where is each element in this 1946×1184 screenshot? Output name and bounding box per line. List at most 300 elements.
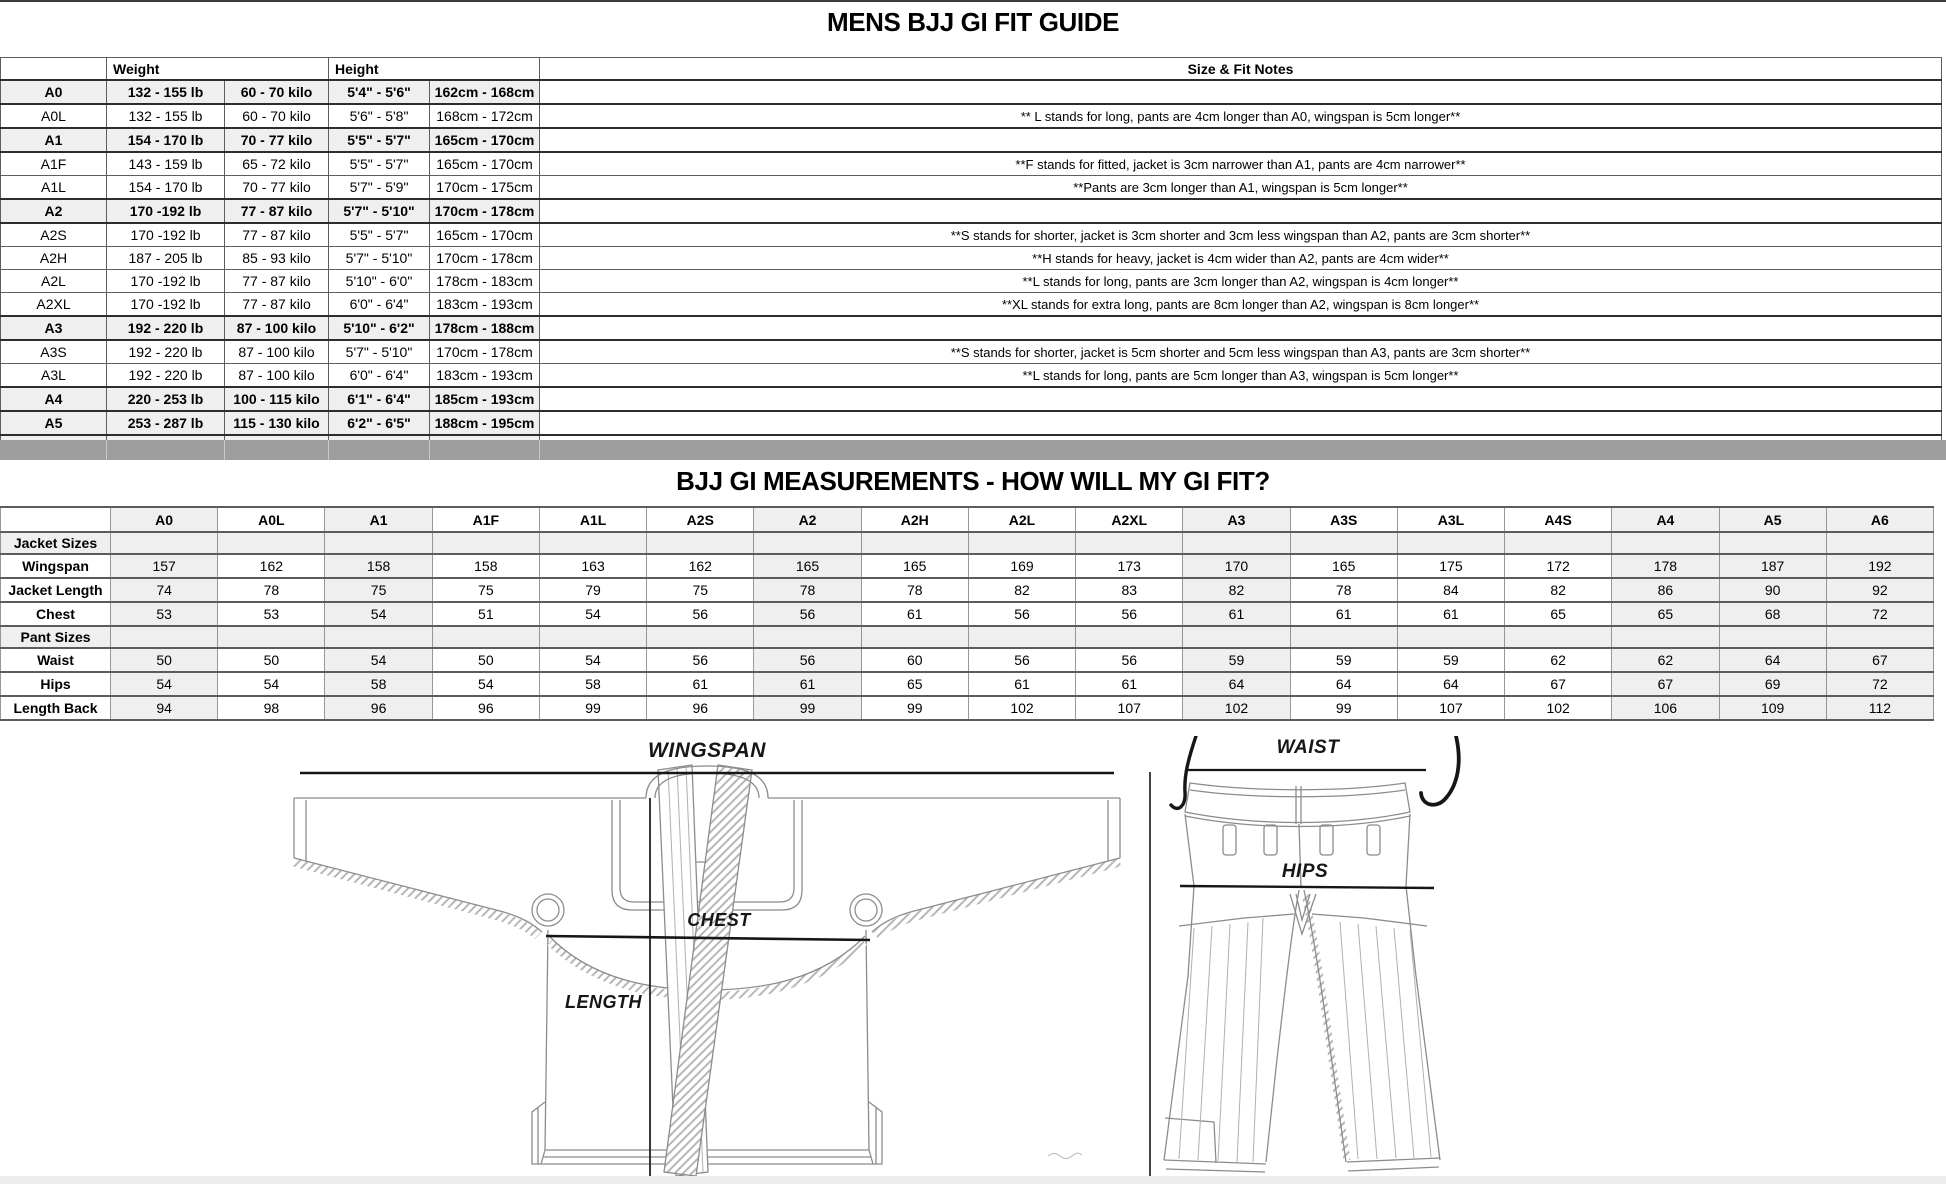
fit-A3-height-cm: 178cm - 188cm <box>430 316 540 340</box>
measure-cell-A1L: 54 <box>539 602 646 626</box>
measure-cell-A1: 75 <box>325 578 432 602</box>
measure-col-header-A1L: A1L <box>539 507 646 532</box>
measure-cell-A3L: 61 <box>1397 602 1504 626</box>
section-cell-A3 <box>1183 626 1290 648</box>
fit-A0L-size: A0L <box>1 104 107 128</box>
measure-cell-A1L: 163 <box>539 554 646 578</box>
fit-A2L-height-cm: 178cm - 183cm <box>430 270 540 293</box>
section-cell-A2S <box>647 532 754 554</box>
hips-line <box>1180 886 1434 888</box>
fit-A2L-height-ft: 5'10" - 6'0" <box>329 270 430 293</box>
length-label: LENGTH <box>565 992 642 1012</box>
fit-A3-note <box>540 316 1942 340</box>
hips-label: HIPS <box>1281 861 1329 882</box>
gi-jacket-diagram <box>292 740 1122 1180</box>
measure-cell-A2XL: 173 <box>1076 554 1183 578</box>
fit-guide-row-A1 <box>1 128 1942 152</box>
measure-cell-A2XL: 61 <box>1076 672 1183 696</box>
section-cell-A6 <box>1826 532 1933 554</box>
measure-cell-A5: 69 <box>1719 672 1826 696</box>
fit-A0L-weight-lb: 132 - 155 lb <box>107 104 225 128</box>
measure-cell-A0L: 98 <box>218 696 325 720</box>
fit-A0L-note: ** L stands for long, pants are 4cm longer than A0, wingspan is 5cm longer** <box>540 104 1942 128</box>
measure-cell-A3L: 64 <box>1397 672 1504 696</box>
measure-cell-A0: 94 <box>111 696 218 720</box>
measure-cell-A1F: 158 <box>432 554 539 578</box>
measure-row-jacket-length <box>1 578 1934 602</box>
section-cell-A2L <box>968 626 1075 648</box>
measure-cell-A6: 112 <box>1826 696 1933 720</box>
measure-cell-A6: 192 <box>1826 554 1933 578</box>
measure-col-header-A3: A3 <box>1183 507 1290 532</box>
measure-cell-A6: 72 <box>1826 602 1933 626</box>
measure-cell-A2L: 102 <box>968 696 1075 720</box>
measure-cell-A0: 74 <box>111 578 218 602</box>
fit-A1-note <box>540 128 1942 152</box>
measure-cell-A0L: 162 <box>218 554 325 578</box>
measure-cell-A5: 90 <box>1719 578 1826 602</box>
measure-cell-A1L: 58 <box>539 672 646 696</box>
fit-A2-weight-kilo: 77 - 87 kilo <box>225 199 329 223</box>
measure-cell-A4S: 65 <box>1505 602 1612 626</box>
fit-A3S-height-cm: 170cm - 178cm <box>430 340 540 364</box>
fit-A3-height-ft: 5'10" - 6'2" <box>329 316 430 340</box>
fit-A2-note <box>540 199 1942 223</box>
jacket-lapels <box>646 765 768 1176</box>
fit-guide-row-A3L <box>1 364 1942 388</box>
measure-cell-A4S: 62 <box>1505 648 1612 672</box>
fit-A3L-height-ft: 6'0" - 6'4" <box>329 364 430 388</box>
fit-A0-note <box>540 80 1942 104</box>
measure-cell-A2S: 75 <box>647 578 754 602</box>
measure-cell-A2H: 99 <box>861 696 968 720</box>
measure-cell-A5: 68 <box>1719 602 1826 626</box>
measure-cell-A1L: 99 <box>539 696 646 720</box>
measure-cell-A4S: 82 <box>1505 578 1612 602</box>
section-cell-A1F <box>432 532 539 554</box>
fit-A3S-weight-kilo: 87 - 100 kilo <box>225 340 329 364</box>
measure-row-chest <box>1 602 1934 626</box>
measurements-header-row <box>1 507 1934 532</box>
section-cell-A2XL <box>1076 532 1183 554</box>
measure-cell-A3: 102 <box>1183 696 1290 720</box>
weight-column-header: Weight <box>107 58 329 81</box>
fit-A2-height-cm: 170cm - 178cm <box>430 199 540 223</box>
measure-col-header-A0L: A0L <box>218 507 325 532</box>
measure-cell-A3L: 175 <box>1397 554 1504 578</box>
fit-A1F-size: A1F <box>1 152 107 176</box>
fit-A0L-height-ft: 5'6" - 5'8" <box>329 104 430 128</box>
fit-A4-height-cm: 185cm - 193cm <box>430 387 540 411</box>
measure-cell-A5: 64 <box>1719 648 1826 672</box>
fit-A3-weight-lb: 192 - 220 lb <box>107 316 225 340</box>
row-label-chest: Chest <box>1 602 111 626</box>
fit-A2L-size: A2L <box>1 270 107 293</box>
measure-cell-A2XL: 107 <box>1076 696 1183 720</box>
measure-cell-A1F: 54 <box>432 672 539 696</box>
fit-A4-weight-kilo: 100 - 115 kilo <box>225 387 329 411</box>
measure-cell-A2: 165 <box>754 554 861 578</box>
fit-A3L-size: A3L <box>1 364 107 388</box>
measure-cell-A3L: 59 <box>1397 648 1504 672</box>
page-top-rule <box>0 0 1946 2</box>
measure-cell-A0L: 78 <box>218 578 325 602</box>
measure-col-header-A2L: A2L <box>968 507 1075 532</box>
measure-cell-A2XL: 56 <box>1076 648 1183 672</box>
row-label-hips: Hips <box>1 672 111 696</box>
measure-cell-A0: 50 <box>111 648 218 672</box>
fit-A5-height-ft: 6'2" - 6'5" <box>329 411 430 435</box>
height-column-header: Height <box>329 58 540 81</box>
measure-cell-A3L: 84 <box>1397 578 1504 602</box>
fit-guide-title: MENS BJJ GI FIT GUIDE <box>826 7 1120 37</box>
measure-col-header-A4: A4 <box>1612 507 1719 532</box>
section-cell-A2L <box>968 532 1075 554</box>
fit-A0-weight-lb: 132 - 155 lb <box>107 80 225 104</box>
fit-A1L-weight-lb: 154 - 170 lb <box>107 176 225 200</box>
measure-cell-A4: 178 <box>1612 554 1719 578</box>
measure-cell-A0: 53 <box>111 602 218 626</box>
fit-A1F-weight-lb: 143 - 159 lb <box>107 152 225 176</box>
measure-cell-A3S: 99 <box>1290 696 1397 720</box>
notes-column-header: Size & Fit Notes <box>540 58 1942 81</box>
fit-A3S-weight-lb: 192 - 220 lb <box>107 340 225 364</box>
measure-cell-A2H: 65 <box>861 672 968 696</box>
waist-label: WAIST <box>1276 737 1340 758</box>
measure-cell-A2L: 82 <box>968 578 1075 602</box>
measure-cell-A2XL: 56 <box>1076 602 1183 626</box>
fit-A3L-weight-kilo: 87 - 100 kilo <box>225 364 329 388</box>
measure-cell-A1: 158 <box>325 554 432 578</box>
measurements-table <box>0 506 1934 721</box>
fit-A4-height-ft: 6'1" - 6'4" <box>329 387 430 411</box>
section-cell-A2 <box>754 532 861 554</box>
measure-col-header-A3S: A3S <box>1290 507 1397 532</box>
section-cell-A4S <box>1505 626 1612 648</box>
fit-A3-size: A3 <box>1 316 107 340</box>
measure-cell-A2L: 56 <box>968 602 1075 626</box>
section-cell-A6 <box>1826 626 1933 648</box>
fit-A2XL-height-ft: 6'0" - 6'4" <box>329 293 430 317</box>
measure-cell-A1: 58 <box>325 672 432 696</box>
measure-cell-A4: 67 <box>1612 672 1719 696</box>
measure-col-header-A6: A6 <box>1826 507 1933 532</box>
fit-A2S-height-cm: 165cm - 170cm <box>430 223 540 247</box>
page-bottom-strip <box>0 1176 1946 1184</box>
wingspan-label: WINGSPAN <box>648 740 766 762</box>
measure-cell-A2S: 56 <box>647 648 754 672</box>
measure-col-header-A2H: A2H <box>861 507 968 532</box>
fit-A2S-height-ft: 5'5" - 5'7" <box>329 223 430 247</box>
measure-cell-A0: 157 <box>111 554 218 578</box>
fit-A1-height-cm: 165cm - 170cm <box>430 128 540 152</box>
fit-A4-weight-lb: 220 - 253 lb <box>107 387 225 411</box>
section-cell-A1F <box>432 626 539 648</box>
fit-A1F-height-cm: 165cm - 170cm <box>430 152 540 176</box>
section-cell-A0L <box>218 532 325 554</box>
measure-cell-A2L: 56 <box>968 648 1075 672</box>
measure-cell-A2: 78 <box>754 578 861 602</box>
measure-cell-A0: 54 <box>111 672 218 696</box>
measure-cell-A2: 56 <box>754 648 861 672</box>
fit-guide-row-A1L <box>1 176 1942 200</box>
fit-A1-weight-lb: 154 - 170 lb <box>107 128 225 152</box>
fit-guide-row-A2L <box>1 270 1942 293</box>
pants-measurement-lines <box>1150 770 1434 1180</box>
fit-guide-row-A0L <box>1 104 1942 128</box>
fit-A2H-height-cm: 170cm - 178cm <box>430 247 540 270</box>
measure-cell-A1F: 75 <box>432 578 539 602</box>
row-label-jacket-sizes: Jacket Sizes <box>1 532 111 554</box>
measure-col-header-A2XL: A2XL <box>1076 507 1183 532</box>
measure-cell-A2H: 78 <box>861 578 968 602</box>
measurements-title: BJJ GI MEASUREMENTS - HOW WILL MY GI FIT? <box>676 466 1270 496</box>
section-cell-A5 <box>1719 532 1826 554</box>
measure-cell-A2S: 162 <box>647 554 754 578</box>
measure-cell-A1F: 51 <box>432 602 539 626</box>
row-label-wingspan: Wingspan <box>1 554 111 578</box>
measure-cell-A4: 65 <box>1612 602 1719 626</box>
row-label-jacket-length: Jacket Length <box>1 578 111 602</box>
measure-cell-A3S: 64 <box>1290 672 1397 696</box>
row-label-length-back: Length Back <box>1 696 111 720</box>
section-cell-A3L <box>1397 626 1504 648</box>
fit-A1L-weight-kilo: 70 - 77 kilo <box>225 176 329 200</box>
measure-cell-A2H: 60 <box>861 648 968 672</box>
measure-cell-A1: 96 <box>325 696 432 720</box>
measure-cell-A1F: 96 <box>432 696 539 720</box>
fit-guide-row-A0 <box>1 80 1942 104</box>
section-cell-A1L <box>539 532 646 554</box>
measure-cell-A2: 99 <box>754 696 861 720</box>
measure-cell-A1L: 79 <box>539 578 646 602</box>
measure-col-header-A5: A5 <box>1719 507 1826 532</box>
section-cell-A2XL <box>1076 626 1183 648</box>
section-cell-A1L <box>539 626 646 648</box>
measure-cell-A2L: 61 <box>968 672 1075 696</box>
measure-cell-A3S: 59 <box>1290 648 1397 672</box>
fit-A0-height-ft: 5'4" - 5'6" <box>329 80 430 104</box>
measure-cell-A3: 170 <box>1183 554 1290 578</box>
section-cell-A1 <box>325 626 432 648</box>
fit-A5-note <box>540 411 1942 435</box>
measure-cell-A3S: 61 <box>1290 602 1397 626</box>
fit-A1L-height-ft: 5'7" - 5'9" <box>329 176 430 200</box>
fit-A2XL-size: A2XL <box>1 293 107 317</box>
measure-cell-A3L: 107 <box>1397 696 1504 720</box>
section-cell-A0 <box>111 532 218 554</box>
fit-A2S-note: **S stands for shorter, jacket is 3cm shorter and 3cm less wingspan than A2, pants are 3cm shorter** <box>540 223 1942 247</box>
fit-A3L-height-cm: 183cm - 193cm <box>430 364 540 388</box>
fit-A2L-note: **L stands for long, pants are 3cm longer than A2, wingspan is 4cm longer** <box>540 270 1942 293</box>
section-cell-A4 <box>1612 532 1719 554</box>
measure-col-header-A3L: A3L <box>1397 507 1504 532</box>
measure-cell-A1: 54 <box>325 602 432 626</box>
measure-cell-A4: 86 <box>1612 578 1719 602</box>
measure-row-waist <box>1 648 1934 672</box>
measure-cell-A0L: 50 <box>218 648 325 672</box>
measure-cell-A4S: 67 <box>1505 672 1612 696</box>
measure-col-header-A0: A0 <box>111 507 218 532</box>
measure-cell-A2: 56 <box>754 602 861 626</box>
measure-col-header-A2: A2 <box>754 507 861 532</box>
gi-pants-diagram <box>1144 736 1489 1184</box>
measure-row-hips <box>1 672 1934 696</box>
measure-cell-A3S: 165 <box>1290 554 1397 578</box>
fit-A2S-size: A2S <box>1 223 107 247</box>
fit-A2XL-height-cm: 183cm - 193cm <box>430 293 540 317</box>
fit-A3S-height-ft: 5'7" - 5'10" <box>329 340 430 364</box>
measure-col-header-A2S: A2S <box>647 507 754 532</box>
measure-cell-A2S: 56 <box>647 602 754 626</box>
fit-A2S-weight-kilo: 77 - 87 kilo <box>225 223 329 247</box>
measure-cell-A5: 109 <box>1719 696 1826 720</box>
fit-guide-row-A4 <box>1 387 1942 411</box>
fit-guide-row-A5 <box>1 411 1942 435</box>
fit-A2H-weight-kilo: 85 - 93 kilo <box>225 247 329 270</box>
fit-A2-weight-lb: 170 -192 lb <box>107 199 225 223</box>
fit-A2S-weight-lb: 170 -192 lb <box>107 223 225 247</box>
fit-guide-row-A3S <box>1 340 1942 364</box>
measure-cell-A2S: 61 <box>647 672 754 696</box>
fit-A4-size: A4 <box>1 387 107 411</box>
row-label-waist: Waist <box>1 648 111 672</box>
fit-A0-weight-kilo: 60 - 70 kilo <box>225 80 329 104</box>
section-cell-A2H <box>861 532 968 554</box>
fit-A2L-weight-lb: 170 -192 lb <box>107 270 225 293</box>
measure-cell-A3: 59 <box>1183 648 1290 672</box>
measure-cell-A1F: 50 <box>432 648 539 672</box>
section-cell-A2 <box>754 626 861 648</box>
fit-guide-row-A2H <box>1 247 1942 270</box>
fit-A2XL-weight-kilo: 77 - 87 kilo <box>225 293 329 317</box>
measure-cell-A5: 187 <box>1719 554 1826 578</box>
measure-cell-A1: 54 <box>325 648 432 672</box>
fit-A2H-weight-lb: 187 - 205 lb <box>107 247 225 270</box>
fit-A1-height-ft: 5'5" - 5'7" <box>329 128 430 152</box>
separator-band <box>0 440 1946 460</box>
section-cell-A0 <box>111 626 218 648</box>
section-cell-A5 <box>1719 626 1826 648</box>
fit-A2H-height-ft: 5'7" - 5'10" <box>329 247 430 270</box>
fit-A2L-weight-kilo: 77 - 87 kilo <box>225 270 329 293</box>
measure-cell-A4S: 172 <box>1505 554 1612 578</box>
measure-row-length-back <box>1 696 1934 720</box>
fit-guide-row-A3 <box>1 316 1942 340</box>
pants-outline <box>1164 783 1440 1172</box>
fit-A1L-note: **Pants are 3cm longer than A1, wingspan is 5cm longer** <box>540 176 1942 200</box>
fit-A5-height-cm: 188cm - 195cm <box>430 411 540 435</box>
measure-cell-A0L: 53 <box>218 602 325 626</box>
fit-A3S-note: **S stands for shorter, jacket is 5cm shorter and 5cm less wingspan than A3, pants are 3cm shorter** <box>540 340 1942 364</box>
fit-A4-note <box>540 387 1942 411</box>
drawing-signature-mark <box>1048 1153 1082 1158</box>
fit-guide-table <box>0 57 1942 460</box>
section-cell-A1 <box>325 532 432 554</box>
fit-A3L-weight-lb: 192 - 220 lb <box>107 364 225 388</box>
section-row-jacket-sizes <box>1 532 1934 554</box>
measure-cell-A2H: 61 <box>861 602 968 626</box>
measure-cell-A4: 62 <box>1612 648 1719 672</box>
section-cell-A4S <box>1505 532 1612 554</box>
fit-A0-size: A0 <box>1 80 107 104</box>
measure-cell-A1L: 54 <box>539 648 646 672</box>
fit-guide-row-A1F <box>1 152 1942 176</box>
measure-cell-A2L: 169 <box>968 554 1075 578</box>
fit-A3-weight-kilo: 87 - 100 kilo <box>225 316 329 340</box>
section-cell-A3S <box>1290 626 1397 648</box>
fit-A1L-height-cm: 170cm - 175cm <box>430 176 540 200</box>
section-cell-A3S <box>1290 532 1397 554</box>
measure-cell-A3: 64 <box>1183 672 1290 696</box>
measure-cell-A6: 72 <box>1826 672 1933 696</box>
fit-A1F-note: **F stands for fitted, jacket is 3cm narrower than A1, pants are 4cm narrower** <box>540 152 1942 176</box>
fit-guide-row-A2XL <box>1 293 1942 317</box>
fit-A1L-size: A1L <box>1 176 107 200</box>
size-column-header <box>1 58 107 81</box>
measure-cell-A3S: 78 <box>1290 578 1397 602</box>
fit-A2XL-weight-lb: 170 -192 lb <box>107 293 225 317</box>
fit-A5-weight-lb: 253 - 287 lb <box>107 411 225 435</box>
measure-cell-A2: 61 <box>754 672 861 696</box>
fit-A1-size: A1 <box>1 128 107 152</box>
fit-A2H-size: A2H <box>1 247 107 270</box>
fit-guide-row-A2S <box>1 223 1942 247</box>
measure-cell-A4S: 102 <box>1505 696 1612 720</box>
fit-A2XL-note: **XL stands for extra long, pants are 8cm longer than A2, wingspan is 8cm longer** <box>540 293 1942 317</box>
fit-A3S-size: A3S <box>1 340 107 364</box>
fit-A5-weight-kilo: 115 - 130 kilo <box>225 411 329 435</box>
measure-cell-A2H: 165 <box>861 554 968 578</box>
measure-col-header-A1F: A1F <box>432 507 539 532</box>
measure-cell-A4: 106 <box>1612 696 1719 720</box>
section-cell-A3 <box>1183 532 1290 554</box>
measure-cell-A2XL: 83 <box>1076 578 1183 602</box>
measure-cell-A3: 61 <box>1183 602 1290 626</box>
fit-A1F-weight-kilo: 65 - 72 kilo <box>225 152 329 176</box>
fit-guide-row-A2 <box>1 199 1942 223</box>
measure-row-wingspan <box>1 554 1934 578</box>
section-cell-A3L <box>1397 532 1504 554</box>
fit-A0L-weight-kilo: 60 - 70 kilo <box>225 104 329 128</box>
row-label-pant-sizes: Pant Sizes <box>1 626 111 648</box>
fit-A0L-height-cm: 168cm - 172cm <box>430 104 540 128</box>
fit-A1F-height-ft: 5'5" - 5'7" <box>329 152 430 176</box>
measure-col-header-A1: A1 <box>325 507 432 532</box>
measure-cell-A2S: 96 <box>647 696 754 720</box>
measure-cell-A6: 67 <box>1826 648 1933 672</box>
fit-A3L-note: **L stands for long, pants are 5cm longer than A3, wingspan is 5cm longer** <box>540 364 1942 388</box>
section-cell-A4 <box>1612 626 1719 648</box>
section-cell-A2H <box>861 626 968 648</box>
section-row-pant-sizes <box>1 626 1934 648</box>
fit-A5-size: A5 <box>1 411 107 435</box>
measure-cell-A0L: 54 <box>218 672 325 696</box>
fit-A2H-note: **H stands for heavy, jacket is 4cm wider than A2, pants are 4cm wider** <box>540 247 1942 270</box>
section-cell-A2S <box>647 626 754 648</box>
fit-A2-height-ft: 5'7" - 5'10" <box>329 199 430 223</box>
fit-guide-header-row <box>1 58 1942 81</box>
chest-label: CHEST <box>687 910 751 930</box>
measure-cell-A3: 82 <box>1183 578 1290 602</box>
measure-cell-A6: 92 <box>1826 578 1933 602</box>
section-cell-A0L <box>218 626 325 648</box>
fit-A2-size: A2 <box>1 199 107 223</box>
fit-A1-weight-kilo: 70 - 77 kilo <box>225 128 329 152</box>
fit-A0-height-cm: 162cm - 168cm <box>430 80 540 104</box>
measure-col-header-A4S: A4S <box>1505 507 1612 532</box>
measure-label-column-header <box>1 507 111 532</box>
